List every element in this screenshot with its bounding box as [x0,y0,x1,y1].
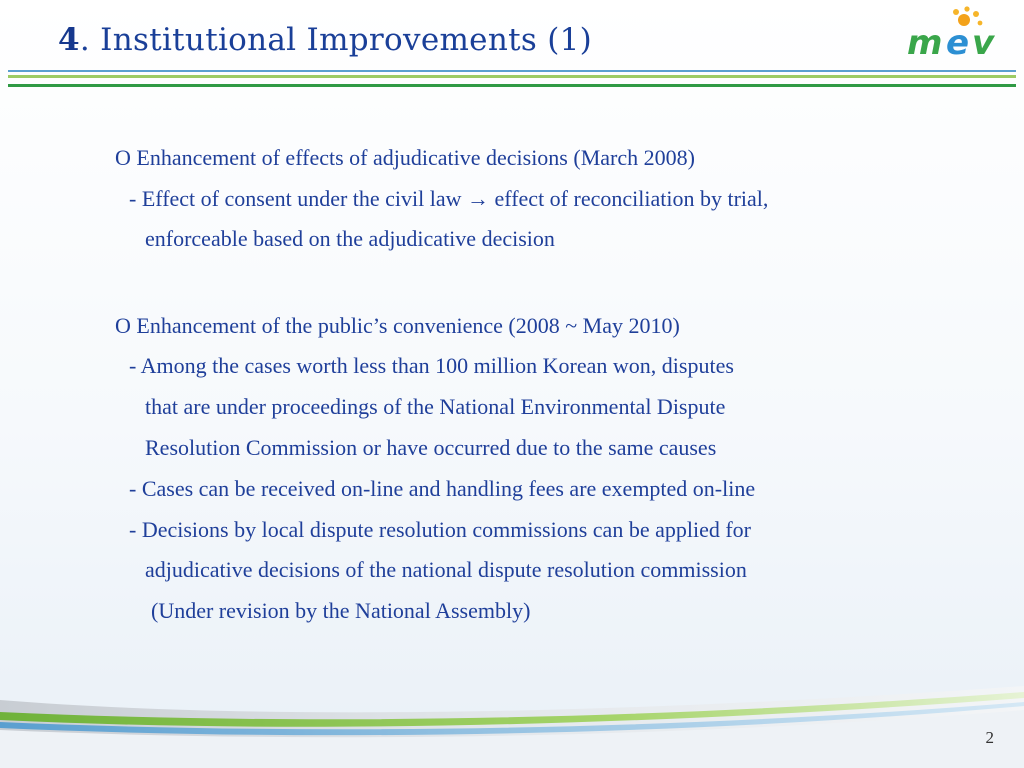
sub-bullet-continuation: Resolution Commission or have occurred due to the same causes [145,435,717,460]
sub-bullet-continuation: adjudicative decisions of the national dispute resolution commission [145,557,747,582]
logo-m: m [907,23,943,63]
sub-bullet-continuation: that are under proceedings of the National Environmental Dispute [145,394,726,419]
slide-title-number: 4 [58,22,80,58]
sub-bullet: - Effect of consent under the civil law → effect of reconciliation by trial, [129,186,769,211]
logo-v: v [972,23,995,63]
sub-bullet: - Among the cases worth less than 100 million Korean won, disputes [129,353,734,378]
sub-bullet-continuation: (Under revision by the National Assembly) [151,598,531,623]
bullet-heading: O Enhancement of effects of adjudicative decisions (March 2008) [115,145,695,170]
bullet-heading: O Enhancement of the public’s convenience (2008 ~ May 2010) [115,313,680,338]
footer-swoosh [0,678,1024,768]
sub-bullet: - Cases can be received on-line and handling fees are exempted on-line [129,476,756,501]
slide-title-text: . Institutional Improvements (1) [79,22,593,58]
logo-e: e [946,23,970,63]
sub-bullet: - Decisions by local dispute resolution commissions can be applied for [129,517,751,542]
page-number: 2 [985,728,994,747]
sub-bullet-continuation: enforceable based on the adjudicative decision [145,226,555,251]
